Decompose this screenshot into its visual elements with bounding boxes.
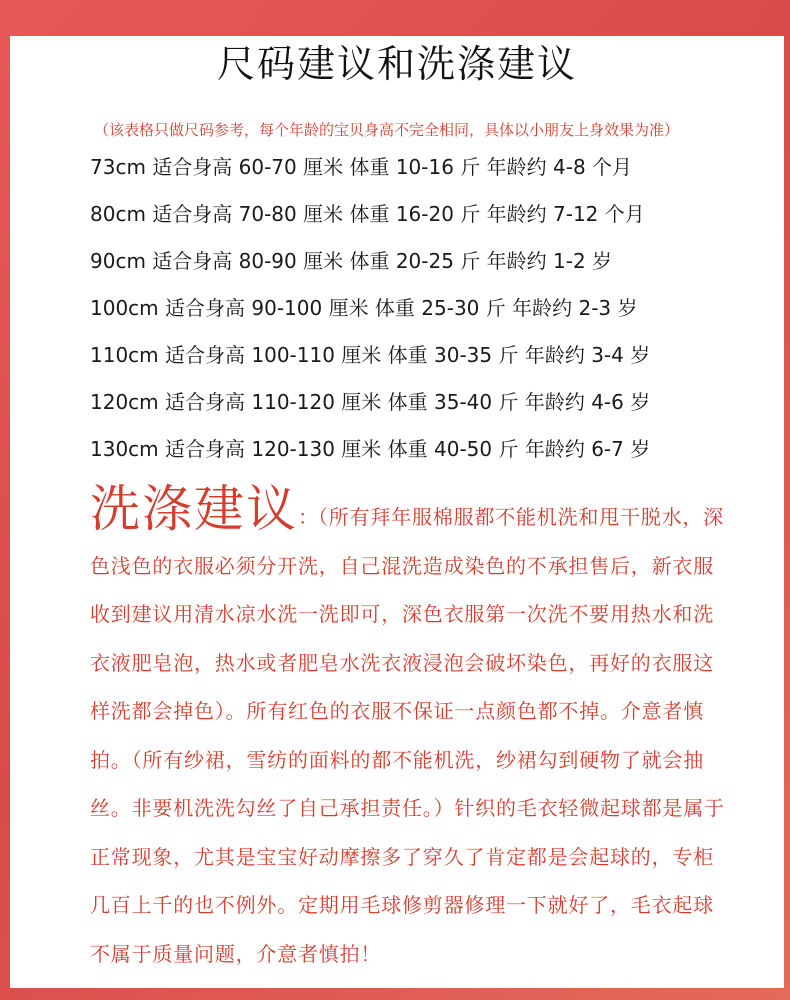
wash-colon: ： — [298, 505, 318, 529]
content-panel — [10, 36, 784, 988]
size-row-100: 100cm 适合身高 90-100 厘米 体重 25-30 斤 年龄约 2-3 岁 — [90, 296, 638, 320]
size-row-90: 90cm 适合身高 80-90 厘米 体重 20-25 斤 年龄约 1-2 岁 — [90, 249, 613, 273]
size-row-80: 80cm 适合身高 70-80 厘米 体重 16-20 斤 年龄约 7-12 个月 — [90, 202, 645, 226]
wash-section — [90, 480, 730, 978]
size-note: （该表格只做尺码参考，每个年龄的宝贝身高不完全相同，具体以小朋友上身效果为准） — [94, 121, 680, 139]
size-row-120: 120cm 适合身高 110-120 厘米 体重 35-40 斤 年龄约 4-6 岁 — [90, 390, 651, 414]
wash-title: 洗涤建议 — [90, 480, 298, 538]
wash-instructions: （所有拜年服棉服都不能机洗和甩干脱水，深色浅色的衣服必须分开洗，自己混洗造成染色的不承担售后，新衣服收到建议用清水凉水洗一洗即可，深色衣服第一次洗不要用热水和洗衣液肥皂泡，热水或者肥皂水洗衣液浸泡会破坏染色，再好的衣服这样洗都会掉色）。所有红色的衣服不保证一点颜色都不掉。介意者慎拍。（所有纱裙，雪纺的面料的都不能机洗，纱裙勾到硬物了就会抽丝。非要机洗洗勾丝了自己承担责任。）针织的毛衣轻微起球都是属于正常现象，尤其是宝宝好动摩擦多了穿久了肯定都是会起球的，专柜几百上千的也不例外。定期用毛球修剪器修理一下就好了，毛衣起球不属于质量问题，介意者慎拍！ — [90, 505, 725, 966]
size-list — [90, 150, 650, 479]
size-row-110: 110cm 适合身高 100-110 厘米 体重 30-35 斤 年龄约 3-4 岁 — [90, 343, 651, 367]
size-row-130: 130cm 适合身高 120-130 厘米 体重 40-50 斤 年龄约 6-7 岁 — [90, 437, 651, 461]
page-title: 尺码建议和洗涤建议 — [216, 42, 577, 86]
size-row-73: 73cm 适合身高 60-70 厘米 体重 10-16 斤 年龄约 4-8 个月 — [90, 155, 633, 179]
